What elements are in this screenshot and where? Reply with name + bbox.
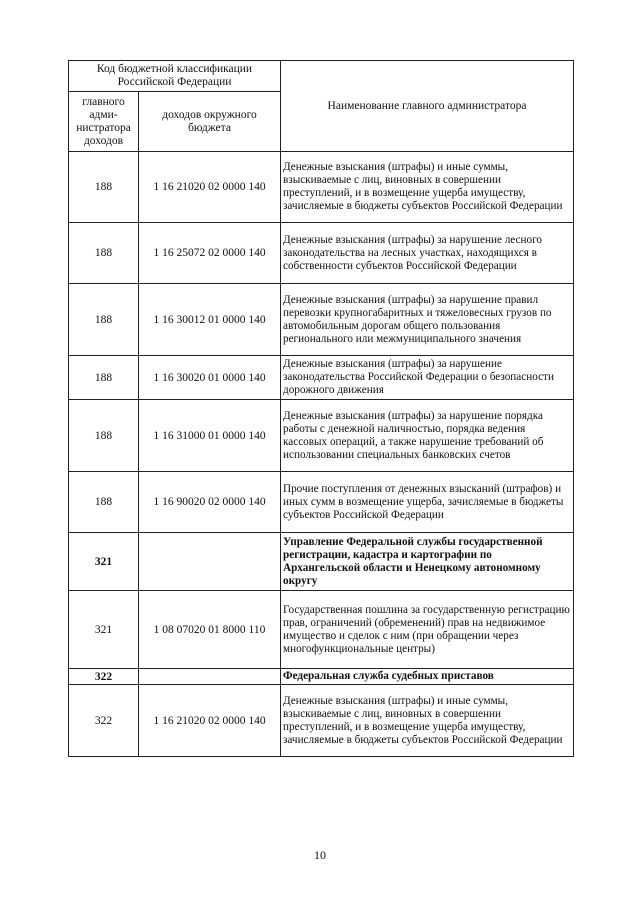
income-code-cell: 1 16 25072 02 0000 140 — [139, 223, 281, 284]
income-code-cell: 1 08 07020 01 8000 110 — [139, 591, 281, 669]
table-row — [69, 685, 574, 757]
table-row — [69, 400, 574, 472]
table-row — [69, 472, 574, 533]
table-row — [69, 152, 574, 223]
admin-code-cell: 188 — [69, 223, 139, 284]
page-number: 10 — [314, 848, 326, 862]
admin-code-cell: 321 — [69, 591, 139, 669]
table-row — [69, 356, 574, 400]
admin-code-cell: 188 — [69, 284, 139, 356]
table-row — [69, 284, 574, 356]
income-code-cell: 1 16 30012 01 0000 140 — [139, 284, 281, 356]
header-group-label: Код бюджетной классификации Российской Федерации — [69, 61, 281, 92]
income-code-cell: 1 16 90020 02 0000 140 — [139, 472, 281, 533]
admin-code-cell: 322 — [69, 669, 139, 685]
administrator-name-cell: Федеральная служба судебных приставов — [281, 669, 574, 685]
administrator-name-cell: Денежные взыскания (штрафы) и иные суммы, взыскиваемые с лиц, виновных в совершении преступлений, и в возмещение ущерба имуществу, зачисляемые в бюджеты субъектов Российской Федерации — [281, 685, 574, 757]
admin-code-cell: 188 — [69, 400, 139, 472]
header-col-name: Наименование главного администратора — [281, 61, 574, 152]
income-code-cell — [139, 669, 281, 685]
table-row — [69, 591, 574, 669]
income-code-cell: 1 16 30020 01 0000 140 — [139, 356, 281, 400]
admin-code-cell: 188 — [69, 152, 139, 223]
administrator-name-cell: Прочие поступления от денежных взысканий (штрафов) и иных сумм в возмещение ущерба, зачисляемые в бюджеты субъектов Российской Федерации — [281, 472, 574, 533]
administrator-name-cell: Денежные взыскания (штрафы) за нарушение законодательства Российской Федерации о безопасности дорожного движения — [281, 356, 574, 400]
administrator-name-cell: Управление Федеральной службы государственной регистрации, кадастра и картографии по Архангельской области и Ненецкому автономному округу — [281, 533, 574, 591]
income-code-cell: 1 16 21020 02 0000 140 — [139, 685, 281, 757]
income-code-cell: 1 16 31000 01 0000 140 — [139, 400, 281, 472]
admin-code-cell: 321 — [69, 533, 139, 591]
income-code-cell: 1 16 21020 02 0000 140 — [139, 152, 281, 223]
header-col-admin: главного адми-нистратора доходов — [69, 92, 139, 152]
administrator-name-cell: Государственная пошлина за государственную регистрацию прав, ограничений (обременений) прав на недвижимое имущество и сделок с ним (при обращении через многофункциональные центры) — [281, 591, 574, 669]
administrator-name-cell: Денежные взыскания (штрафы) за нарушение порядка работы с денежной наличностью, порядка ведения кассовых операций, а также нарушение требований об использовании специальных банковских счетов — [281, 400, 574, 472]
administrator-name-cell: Денежные взыскания (штрафы) за нарушение лесного законодательства на лесных участках, находящихся в собственности субъектов Российской Федерации — [281, 223, 574, 284]
table-row — [69, 533, 574, 591]
budget-classification-table — [68, 60, 574, 757]
table-row — [69, 223, 574, 284]
admin-code-cell: 322 — [69, 685, 139, 757]
admin-code-cell: 188 — [69, 356, 139, 400]
admin-code-cell: 188 — [69, 472, 139, 533]
administrator-name-cell: Денежные взыскания (штрафы) и иные суммы, взыскиваемые с лиц, виновных в совершении преступлений, и в возмещение ущерба имуществу, зачисляемые в бюджеты субъектов Российской Федерации — [281, 152, 574, 223]
header-col-income: доходов окружного бюджета — [139, 92, 281, 152]
table-row — [69, 669, 574, 685]
income-code-cell — [139, 533, 281, 591]
administrator-name-cell: Денежные взыскания (штрафы) за нарушение правил перевозки крупногабаритных и тяжеловесных грузов по автомобильным дорогам общего пользования регионального или межмуниципального значения — [281, 284, 574, 356]
